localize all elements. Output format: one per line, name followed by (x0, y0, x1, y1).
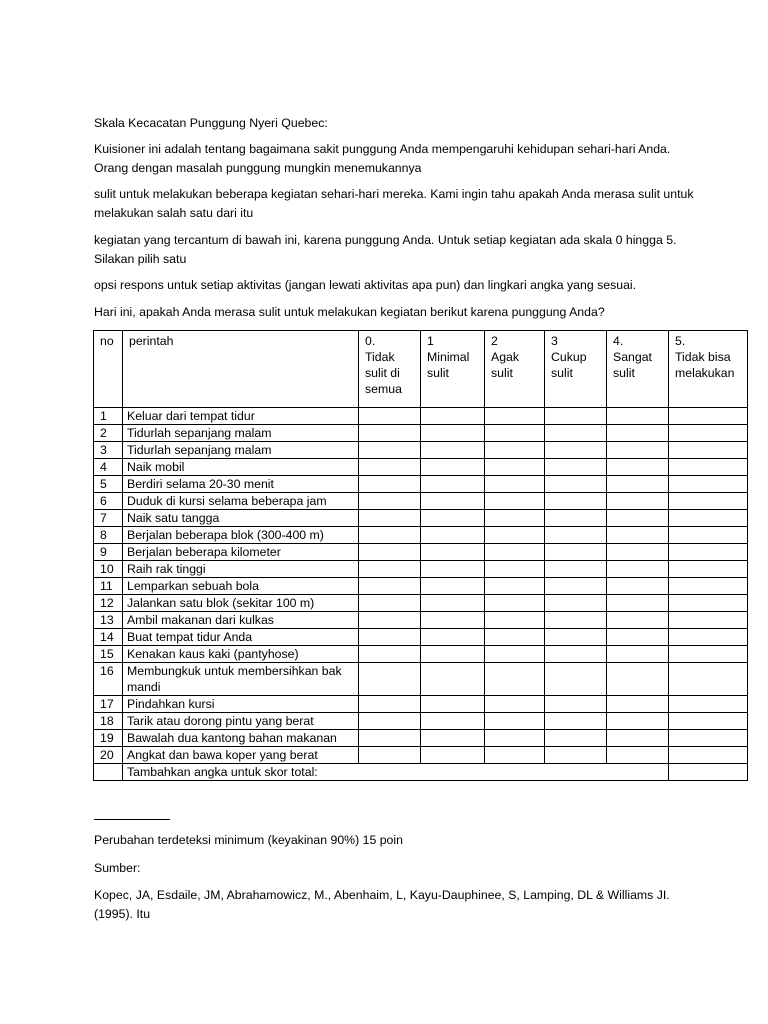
row-number: 13 (94, 612, 123, 629)
row-activity: Jalankan satu blok (sekitar 100 m) (123, 595, 359, 612)
row-activity: Buat tempat tidur Anda (123, 629, 359, 646)
score-cell-5[interactable] (669, 544, 748, 561)
header-scale-line: Cukup (551, 350, 587, 364)
table-row (94, 561, 748, 578)
score-cell-2[interactable] (485, 527, 545, 544)
score-cell-0[interactable] (359, 459, 421, 476)
header-scale-line: sulit (613, 366, 635, 380)
score-cell-5[interactable] (669, 459, 748, 476)
score-cell-2[interactable] (485, 747, 545, 764)
row-activity: Kenakan kaus kaki (pantyhose) (123, 646, 359, 663)
header-scale-line: Minimal (427, 350, 470, 364)
score-cell-3[interactable] (545, 442, 607, 459)
row-activity: Tidurlah sepanjang malam (123, 425, 359, 442)
score-cell-2[interactable] (485, 663, 545, 696)
header-scale-line: sulit (491, 366, 513, 380)
row-number: 20 (94, 747, 123, 764)
row-number: 15 (94, 646, 123, 663)
header-scale-line: 2 (491, 334, 498, 348)
score-cell-2[interactable] (485, 493, 545, 510)
table-row (94, 510, 748, 527)
score-cell-2[interactable] (485, 612, 545, 629)
score-cell-1[interactable] (421, 561, 485, 578)
row-activity: Tarik atau dorong pintu yang berat (123, 713, 359, 730)
score-cell-5[interactable] (669, 646, 748, 663)
score-cell-4[interactable] (607, 696, 669, 713)
score-cell-2[interactable] (485, 730, 545, 747)
score-cell-0[interactable] (359, 527, 421, 544)
score-cell-5[interactable] (669, 425, 748, 442)
row-number: 14 (94, 629, 123, 646)
row-number: 19 (94, 730, 123, 747)
row-activity: Bawalah dua kantong bahan makanan (123, 730, 359, 747)
score-cell-2[interactable] (485, 595, 545, 612)
score-cell-5[interactable] (669, 476, 748, 493)
score-cell-2[interactable] (485, 459, 545, 476)
score-cell-0[interactable] (359, 730, 421, 747)
header-scale-line: sulit di (365, 366, 400, 380)
row-activity: Berjalan beberapa blok (300-400 m) (123, 527, 359, 544)
score-cell-0[interactable] (359, 408, 421, 425)
header-scale-4 (607, 331, 669, 408)
table-row (94, 646, 748, 663)
score-cell-3[interactable] (545, 493, 607, 510)
score-cell-0[interactable] (359, 747, 421, 764)
table-row (94, 459, 748, 476)
score-cell-3[interactable] (545, 663, 607, 696)
source-label: Sumber: (94, 861, 141, 875)
row-activity: Naik mobil (123, 459, 359, 476)
score-cell-4[interactable] (607, 578, 669, 595)
table-row (94, 713, 748, 730)
table-row (94, 578, 748, 595)
score-cell-2[interactable] (485, 408, 545, 425)
score-cell-3[interactable] (545, 595, 607, 612)
score-cell-4[interactable] (607, 595, 669, 612)
score-cell-4[interactable] (607, 476, 669, 493)
score-cell-5[interactable] (669, 713, 748, 730)
score-cell-5[interactable] (669, 527, 748, 544)
score-cell-2[interactable] (485, 578, 545, 595)
score-cell-3[interactable] (545, 561, 607, 578)
header-scale-line: sulit (427, 366, 449, 380)
score-cell-4[interactable] (607, 629, 669, 646)
score-cell-3[interactable] (545, 713, 607, 730)
row-number: 18 (94, 713, 123, 730)
table-row (94, 425, 748, 442)
score-cell-1[interactable] (421, 544, 485, 561)
table-row (94, 595, 748, 612)
row-number: 2 (94, 425, 123, 442)
score-cell-3[interactable] (545, 747, 607, 764)
score-cell-3[interactable] (545, 612, 607, 629)
score-cell-0[interactable] (359, 578, 421, 595)
score-cell-1[interactable] (421, 493, 485, 510)
intro-paragraph-4: opsi respons untuk setiap aktivitas (jangan lewati aktivitas apa pun) dan lingkari angka yang sesuai. (94, 278, 637, 292)
score-cell-1[interactable] (421, 730, 485, 747)
table-row (94, 493, 748, 510)
score-cell-0[interactable] (359, 629, 421, 646)
score-cell-4[interactable] (607, 408, 669, 425)
header-scale-line: semua (365, 382, 402, 396)
total-score-cell[interactable] (669, 764, 748, 781)
score-cell-5[interactable] (669, 493, 748, 510)
table-row (94, 747, 748, 764)
minimum-change-note: Perubahan terdeteksi minimum (keyakinan 90%) 15 poin (94, 833, 403, 847)
row-number: 5 (94, 476, 123, 493)
header-scale-line: Agak (491, 350, 520, 364)
score-cell-3[interactable] (545, 425, 607, 442)
row-number: 16 (94, 663, 123, 696)
intro-paragraph-2: sulit untuk melakukan beberapa kegiatan sehari-hari mereka. Kami ingin tahu apakah Anda merasa sulit untuk melakukan salah satu dari itu (94, 187, 694, 220)
score-cell-1[interactable] (421, 459, 485, 476)
score-cell-1[interactable] (421, 646, 485, 663)
intro-paragraph-1: Kuisioner ini adalah tentang bagaimana sakit punggung Anda mempengaruhi kehidupan sehari-hari Anda. Orang dengan masalah punggung mungkin menemukannya (94, 142, 671, 175)
questionnaire-table (93, 330, 748, 781)
header-row (94, 331, 748, 408)
score-cell-3[interactable] (545, 629, 607, 646)
row-number: 12 (94, 595, 123, 612)
header-scale-line: Tidak bisa (675, 350, 731, 364)
score-cell-1[interactable] (421, 747, 485, 764)
score-cell-0[interactable] (359, 442, 421, 459)
score-cell-3[interactable] (545, 510, 607, 527)
header-scale-line: Sangat (613, 350, 652, 364)
table-row (94, 663, 748, 696)
question-text: Hari ini, apakah Anda merasa sulit untuk melakukan kegiatan berikut karena punggung Anda? (94, 305, 605, 319)
score-cell-5[interactable] (669, 442, 748, 459)
intro-paragraph-3: kegiatan yang tercantum di bawah ini, karena punggung Anda. Untuk setiap kegiatan ada skala 0 hingga 5. Silakan pilih satu (94, 233, 677, 266)
score-cell-4[interactable] (607, 442, 669, 459)
header-scale-line: 5. (675, 334, 686, 348)
table-row (94, 612, 748, 629)
score-cell-4[interactable] (607, 459, 669, 476)
score-cell-3[interactable] (545, 544, 607, 561)
score-cell-4[interactable] (607, 527, 669, 544)
score-cell-1[interactable] (421, 612, 485, 629)
score-cell-4[interactable] (607, 663, 669, 696)
score-cell-5[interactable] (669, 595, 748, 612)
row-activity: Raih rak tinggi (123, 561, 359, 578)
score-cell-1[interactable] (421, 476, 485, 493)
score-cell-0[interactable] (359, 561, 421, 578)
header-scale-line: 1 (427, 334, 434, 348)
score-cell-5[interactable] (669, 578, 748, 595)
header-scale-5 (669, 331, 748, 408)
score-cell-3[interactable] (545, 646, 607, 663)
score-cell-5[interactable] (669, 510, 748, 527)
row-activity: Angkat dan bawa koper yang berat (123, 747, 359, 764)
row-activity: Pindahkan kursi (123, 696, 359, 713)
score-cell-1[interactable] (421, 629, 485, 646)
header-scale-3 (545, 331, 607, 408)
row-number: 1 (94, 408, 123, 425)
row-number: 7 (94, 510, 123, 527)
row-activity: Berjalan beberapa kilometer (123, 544, 359, 561)
table-row (94, 730, 748, 747)
total-score-label: Tambahkan angka untuk skor total: (123, 764, 669, 781)
row-activity: Berdiri selama 20-30 menit (123, 476, 359, 493)
row-activity: Membungkuk untuk membersihkan bak mandi (123, 663, 359, 696)
row-number: 10 (94, 561, 123, 578)
score-cell-5[interactable] (669, 663, 748, 696)
disability-scale-table (93, 330, 747, 781)
table-row (94, 442, 748, 459)
score-cell-0[interactable] (359, 510, 421, 527)
score-cell-4[interactable] (607, 612, 669, 629)
score-cell-4[interactable] (607, 510, 669, 527)
score-cell-2[interactable] (485, 425, 545, 442)
row-activity: Keluar dari tempat tidur (123, 408, 359, 425)
table-row (94, 544, 748, 561)
score-cell-4[interactable] (607, 425, 669, 442)
score-cell-0[interactable] (359, 646, 421, 663)
row-number: 11 (94, 578, 123, 595)
score-cell-0[interactable] (359, 696, 421, 713)
total-blank-cell (94, 764, 123, 781)
score-cell-2[interactable] (485, 442, 545, 459)
score-cell-3[interactable] (545, 476, 607, 493)
table-row (94, 527, 748, 544)
score-cell-1[interactable] (421, 408, 485, 425)
score-cell-4[interactable] (607, 747, 669, 764)
citation-text: Kopec, JA, Esdaile, JM, Abrahamowicz, M., Abenhaim, L, Kayu-Dauphinee, S, Lamping, DL & Williams JI. (1995). Itu (94, 888, 670, 921)
score-cell-0[interactable] (359, 476, 421, 493)
score-cell-2[interactable] (485, 713, 545, 730)
header-scale-line: 3 (551, 334, 558, 348)
score-cell-3[interactable] (545, 459, 607, 476)
score-cell-1[interactable] (421, 578, 485, 595)
score-cell-0[interactable] (359, 663, 421, 696)
row-number: 17 (94, 696, 123, 713)
score-cell-2[interactable] (485, 646, 545, 663)
score-cell-5[interactable] (669, 747, 748, 764)
score-cell-2[interactable] (485, 544, 545, 561)
score-cell-5[interactable] (669, 730, 748, 747)
row-number: 9 (94, 544, 123, 561)
header-scale-2 (485, 331, 545, 408)
row-activity: Duduk di kursi selama beberapa jam (123, 493, 359, 510)
score-cell-4[interactable] (607, 730, 669, 747)
row-activity: Tidurlah sepanjang malam (123, 442, 359, 459)
score-cell-0[interactable] (359, 544, 421, 561)
row-number: 4 (94, 459, 123, 476)
score-cell-1[interactable] (421, 663, 485, 696)
score-cell-5[interactable] (669, 408, 748, 425)
table-row (94, 476, 748, 493)
row-activity: Lemparkan sebuah bola (123, 578, 359, 595)
row-activity: Ambil makanan dari kulkas (123, 612, 359, 629)
header-scale-1 (421, 331, 485, 408)
score-cell-0[interactable] (359, 493, 421, 510)
score-cell-1[interactable] (421, 442, 485, 459)
table-row (94, 696, 748, 713)
table-row (94, 629, 748, 646)
score-cell-2[interactable] (485, 510, 545, 527)
header-scale-line: melakukan (675, 366, 735, 380)
score-cell-3[interactable] (545, 696, 607, 713)
row-number: 8 (94, 527, 123, 544)
table-row (94, 408, 748, 425)
score-cell-1[interactable] (421, 595, 485, 612)
score-cell-1[interactable] (421, 696, 485, 713)
score-cell-4[interactable] (607, 713, 669, 730)
header-scale-line: Tidak (365, 350, 395, 364)
header-scale-line: sulit (551, 366, 573, 380)
score-cell-4[interactable] (607, 561, 669, 578)
row-number: 6 (94, 493, 123, 510)
score-cell-2[interactable] (485, 629, 545, 646)
table-body (94, 408, 748, 781)
score-cell-3[interactable] (545, 527, 607, 544)
header-command: perintah (123, 331, 359, 408)
score-cell-5[interactable] (669, 696, 748, 713)
score-cell-1[interactable] (421, 713, 485, 730)
score-cell-1[interactable] (421, 425, 485, 442)
footnote-divider (94, 819, 170, 820)
header-scale-0 (359, 331, 421, 408)
row-number: 3 (94, 442, 123, 459)
score-cell-0[interactable] (359, 713, 421, 730)
score-cell-1[interactable] (421, 527, 485, 544)
document-title: Skala Kecacatan Punggung Nyeri Quebec: (94, 116, 328, 130)
header-scale-line: 4. (613, 334, 624, 348)
score-cell-0[interactable] (359, 425, 421, 442)
header-scale-line: 0. (365, 334, 376, 348)
score-cell-3[interactable] (545, 578, 607, 595)
header-no: no (94, 331, 123, 408)
score-cell-5[interactable] (669, 629, 748, 646)
score-cell-4[interactable] (607, 544, 669, 561)
score-cell-0[interactable] (359, 612, 421, 629)
score-cell-3[interactable] (545, 408, 607, 425)
row-activity: Naik satu tangga (123, 510, 359, 527)
score-cell-2[interactable] (485, 476, 545, 493)
score-cell-4[interactable] (607, 646, 669, 663)
score-cell-5[interactable] (669, 612, 748, 629)
score-cell-3[interactable] (545, 730, 607, 747)
score-cell-1[interactable] (421, 510, 485, 527)
score-cell-5[interactable] (669, 561, 748, 578)
score-cell-0[interactable] (359, 595, 421, 612)
score-cell-2[interactable] (485, 561, 545, 578)
total-row (94, 764, 748, 781)
score-cell-2[interactable] (485, 696, 545, 713)
score-cell-4[interactable] (607, 493, 669, 510)
